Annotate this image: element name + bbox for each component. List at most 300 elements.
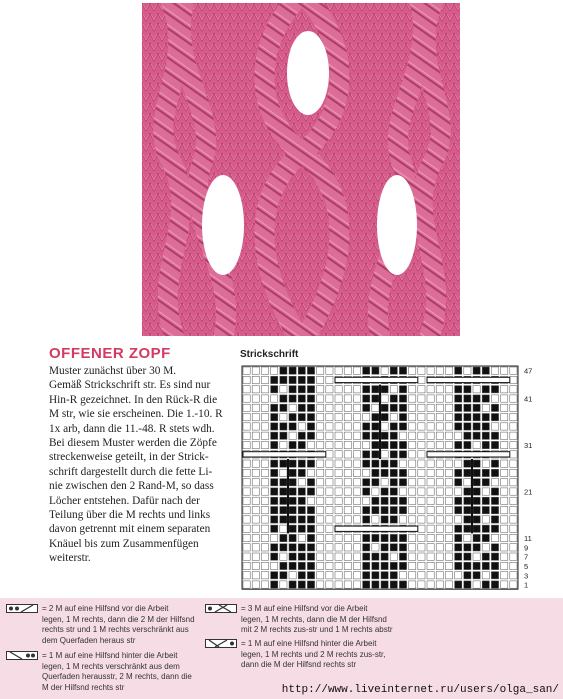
chart-cell [289,516,296,523]
chart-cell [326,414,333,421]
chart-cell [353,367,360,374]
chart-cell [418,432,425,439]
chart-cell [289,507,296,514]
chart-cell [363,488,370,495]
chart-cell [482,460,489,467]
chart-cell [445,479,452,486]
chart-cell [344,544,351,551]
chart-cell [317,441,324,448]
chart-cell [280,441,287,448]
chart-cell [344,469,351,476]
symbol-legend [0,598,563,699]
chart-cell [344,432,351,439]
chart-cell [353,479,360,486]
chart-cell [261,460,268,467]
chart-cell [418,488,425,495]
chart-cell [455,395,462,402]
chart-cell [510,562,517,569]
chart-cell [372,479,379,486]
instruction-line: 1x arb, dann die 11.-48. R stets wdh. [49,422,215,435]
chart-cell [482,497,489,504]
chart-cell [381,572,388,579]
chart-cell [335,488,342,495]
chart-cell [335,386,342,393]
chart-cell [252,367,259,374]
chart-cell [473,404,480,411]
chart-cell [473,441,480,448]
chart-cell [280,469,287,476]
chart-cell [381,386,388,393]
chart-cell [271,423,278,430]
chart-cell [455,488,462,495]
chart-cell [464,386,471,393]
chart-cell [326,507,333,514]
chart-cell [372,516,379,523]
chart-cell [298,553,305,560]
legend-item [205,604,393,636]
chart-cell [317,479,324,486]
chart-cell [326,516,333,523]
chart-cell [243,441,250,448]
chart-cell [335,507,342,514]
chart-cell [399,451,406,458]
chart-cell [390,451,397,458]
chart-cell [427,423,434,430]
chart-cell [501,516,508,523]
chart-cell [390,423,397,430]
chart-cell [381,488,388,495]
chart-cell [510,404,517,411]
chart-cell [473,572,480,579]
chart-cell [372,460,379,467]
chart-cell [298,516,305,523]
chart-cell [418,525,425,532]
chart-cell [280,423,287,430]
chart-cell [372,497,379,504]
chart-cell [298,404,305,411]
chart-cell [335,469,342,476]
chart-cell [307,460,314,467]
chart-cell [381,423,388,430]
chart-cell [298,432,305,439]
chart-cell [243,534,250,541]
chart-cell [427,479,434,486]
chart-cell [307,441,314,448]
chart-cell [445,507,452,514]
chart-cell [455,414,462,421]
chart-cell [491,423,498,430]
chart-cell [353,581,360,588]
chart-cell [418,581,425,588]
chart-cell [326,432,333,439]
chart-cell [381,544,388,551]
cable-crossing [335,526,418,531]
chart-cell [510,376,517,383]
chart-cell [427,525,434,532]
chart-cell [363,404,370,411]
chart-cell [317,497,324,504]
chart-cell [427,534,434,541]
chart-cell [326,404,333,411]
chart-cell [326,451,333,458]
chart-cell [399,516,406,523]
chart-cell [436,423,443,430]
chart-cell [445,534,452,541]
chart-cell [252,441,259,448]
chart-cell [455,386,462,393]
chart-cell [298,441,305,448]
chart-cell [243,367,250,374]
chart-cell [510,534,517,541]
chart-cell [298,414,305,421]
chart-cell [455,367,462,374]
chart-cell [261,479,268,486]
chart-cell [491,404,498,411]
chart-cell [298,572,305,579]
chart-cell [491,479,498,486]
chart-cell [418,395,425,402]
chart-cell [289,367,296,374]
chart-cell [473,469,480,476]
chart-cell [381,414,388,421]
row-number: 11 [524,534,532,544]
chart-cell [271,460,278,467]
chart-cell [436,497,443,504]
chart-cell [436,544,443,551]
chart-cell [271,404,278,411]
chart-cell [455,516,462,523]
chart-cell [243,414,250,421]
chart-cell [280,525,287,532]
chart-cell [390,432,397,439]
chart-cell [353,469,360,476]
chart-cell [252,581,259,588]
chart-cell [491,581,498,588]
chart-cell [464,460,471,467]
chart-cell [464,525,471,532]
chart-cell [390,404,397,411]
chart-cell [344,404,351,411]
chart-cell [390,534,397,541]
chart-cell [501,479,508,486]
chart-cell [289,553,296,560]
chart-cell [445,553,452,560]
instruction-line: streckenweise geteilt, in der Strick- [49,451,209,464]
chart-cell [436,432,443,439]
chart-cell [335,451,342,458]
chart-cell [445,488,452,495]
chart-cell [261,404,268,411]
chart-cell [445,460,452,467]
chart-cell [510,451,517,458]
chart-cell [372,544,379,551]
chart-cell [271,441,278,448]
chart-cell [289,441,296,448]
chart-cell [390,544,397,551]
chart-cell [381,404,388,411]
chart-cell [399,497,406,504]
chart-cell [326,488,333,495]
legend-line: = 1 M auf eine Hilfsnd hinter die Arbeit [241,639,377,648]
chart-cell [473,479,480,486]
chart-cell [326,562,333,569]
chart-cell [280,414,287,421]
chart-cell [445,562,452,569]
chart-cell [261,423,268,430]
chart-cell [482,488,489,495]
chart-cell [252,376,259,383]
chart-cell [326,553,333,560]
chart-cell [464,488,471,495]
chart-cell [427,544,434,551]
chart-cell [491,562,498,569]
chart-cell [363,469,370,476]
chart-cell [307,367,314,374]
chart-cell [271,414,278,421]
chart-cell [464,367,471,374]
chart-cell [280,386,287,393]
chart-cell [252,404,259,411]
chart-cell [399,441,406,448]
chart-cell [372,404,379,411]
chart-cell [445,441,452,448]
watermark-url: http://www.liveinternet.ru/users/olga_san/ [281,684,559,696]
chart-cell [372,451,379,458]
chart-cell [271,534,278,541]
chart-cell [261,497,268,504]
chart-cell [363,534,370,541]
chart-cell [501,404,508,411]
chart-cell [501,525,508,532]
chart-cell [261,572,268,579]
chart-cell [261,553,268,560]
chart-cell [335,572,342,579]
chart-cell [326,544,333,551]
chart-cell [427,469,434,476]
chart-cell [390,479,397,486]
chart-cell [436,469,443,476]
chart-cell [363,395,370,402]
chart-cell [510,432,517,439]
chart-cell [289,497,296,504]
chart-cell [317,581,324,588]
chart-cell [317,367,324,374]
chart-cell [399,404,406,411]
chart-cell [317,469,324,476]
chart-cell [464,572,471,579]
chart-cell [399,544,406,551]
chart-cell [436,395,443,402]
legend-line: legen, 1 M rechts und 2 M rechts zus-str, [241,649,386,659]
instruction-line: schrift dargestellt durch die fette Li- [49,465,213,478]
chart-cell [445,423,452,430]
chart-cell [335,581,342,588]
chart-cell [390,386,397,393]
chart-cell [298,534,305,541]
chart-cell [390,469,397,476]
chart-cell [252,516,259,523]
chart-cell [280,544,287,551]
chart-cell [317,423,324,430]
chart-cell [307,581,314,588]
chart-cell [307,432,314,439]
chart-cell [399,562,406,569]
chart-cell [473,544,480,551]
chart-cell [510,516,517,523]
chart-cell [445,469,452,476]
legend-line: dann die M der Hilfsnd rechts str [241,660,357,669]
chart-cell [455,423,462,430]
chart-cell [317,516,324,523]
chart-cell [280,507,287,514]
chart-cell [418,414,425,421]
row-number: 21 [524,487,533,497]
chart-cell [298,488,305,495]
chart-cell [445,404,452,411]
chart-cell [326,525,333,532]
chart-cell [243,488,250,495]
chart-cell [344,451,351,458]
chart-cell [501,534,508,541]
cable-crossing [427,452,510,457]
chart-cell [491,469,498,476]
chart-cell [326,572,333,579]
chart-cell [381,581,388,588]
chart-cell [491,395,498,402]
chart-cell [390,367,397,374]
chart-cell [501,423,508,430]
chart-cell [482,581,489,588]
row-number: 1 [524,580,529,590]
chart-cell [243,525,250,532]
chart-cell [344,414,351,421]
chart-cell [252,386,259,393]
chart-cell [298,376,305,383]
chart-cell [243,469,250,476]
chart-cell [307,534,314,541]
chart-cell [390,562,397,569]
chart-cell [510,367,517,374]
chart-cell [445,414,452,421]
chart-cell [473,525,480,532]
instruction-line: M str, wie sie erscheinen. Die 1.-10. R [49,408,223,421]
row-number: 5 [524,561,529,571]
instruction-line: nie zwischen den 2 Rand-M, so dass [49,480,214,493]
chart-cell [501,414,508,421]
chart-cell [436,479,443,486]
chart-cell [307,544,314,551]
chart-cell [243,516,250,523]
legend-line: legen, 1 M rechts, dann die 2 M der Hilfsnd [42,614,195,624]
chart-cell [390,553,397,560]
chart-cell [289,479,296,486]
chart-cell [261,367,268,374]
chart-cell [381,432,388,439]
chart-cell [289,488,296,495]
chart-cell [473,395,480,402]
chart-cell [436,367,443,374]
chart-cell [307,562,314,569]
knitting-chart [239,363,559,596]
chart-cell [409,414,416,421]
chart-cell [409,423,416,430]
chart-cell [399,534,406,541]
chart-cell [418,553,425,560]
chart-cell [243,581,250,588]
chart-cell [473,534,480,541]
chart-cell [363,423,370,430]
chart-cell [445,367,452,374]
chart-cell [326,534,333,541]
chart-cell [326,497,333,504]
chart-cell [510,386,517,393]
chart-cell [271,497,278,504]
chart-cell [473,423,480,430]
chart-cell [307,414,314,421]
chart-cell [252,432,259,439]
chart-cell [427,460,434,467]
chart-cell [353,572,360,579]
chart-cell [317,432,324,439]
chart-cell [335,395,342,402]
chart-cell [280,534,287,541]
row-number: 41 [524,394,533,404]
chart-cell [455,404,462,411]
chart-cell [427,488,434,495]
chart-cell [455,432,462,439]
chart-cell [409,562,416,569]
chart-cell [335,367,342,374]
chart-cell [372,553,379,560]
chart-cell [381,479,388,486]
chart-cell [390,414,397,421]
chart-cell [280,460,287,467]
chart-cell [436,572,443,579]
legend-line: M der Hilfsnd rechts str [42,682,125,692]
chart-heading: Strickschrift [240,349,299,360]
chart-cell [353,441,360,448]
chart-cell [326,581,333,588]
chart-cell [427,497,434,504]
chart-cell [491,497,498,504]
chart-cell [482,469,489,476]
chart-cell [510,479,517,486]
chart-cell [353,432,360,439]
chart-cell [482,553,489,560]
chart-cell [399,479,406,486]
chart-cell [335,544,342,551]
chart-cell [399,423,406,430]
chart-cell [298,386,305,393]
chart-cell [427,404,434,411]
chart-cell [261,534,268,541]
chart-cell [482,367,489,374]
chart-cell [445,572,452,579]
chart-cell [353,534,360,541]
chart-cell [298,479,305,486]
chart-cell [409,488,416,495]
chart-cell [363,386,370,393]
chart-cell [317,534,324,541]
chart-cell [271,386,278,393]
chart-cell [427,516,434,523]
chart-cell [399,581,406,588]
chart-cell [436,507,443,514]
chart-cell [390,572,397,579]
chart-cell [436,516,443,523]
legend-line: legen, 1 M rechts, dann die M der Hilfsnd [241,614,387,624]
chart-cell [335,534,342,541]
